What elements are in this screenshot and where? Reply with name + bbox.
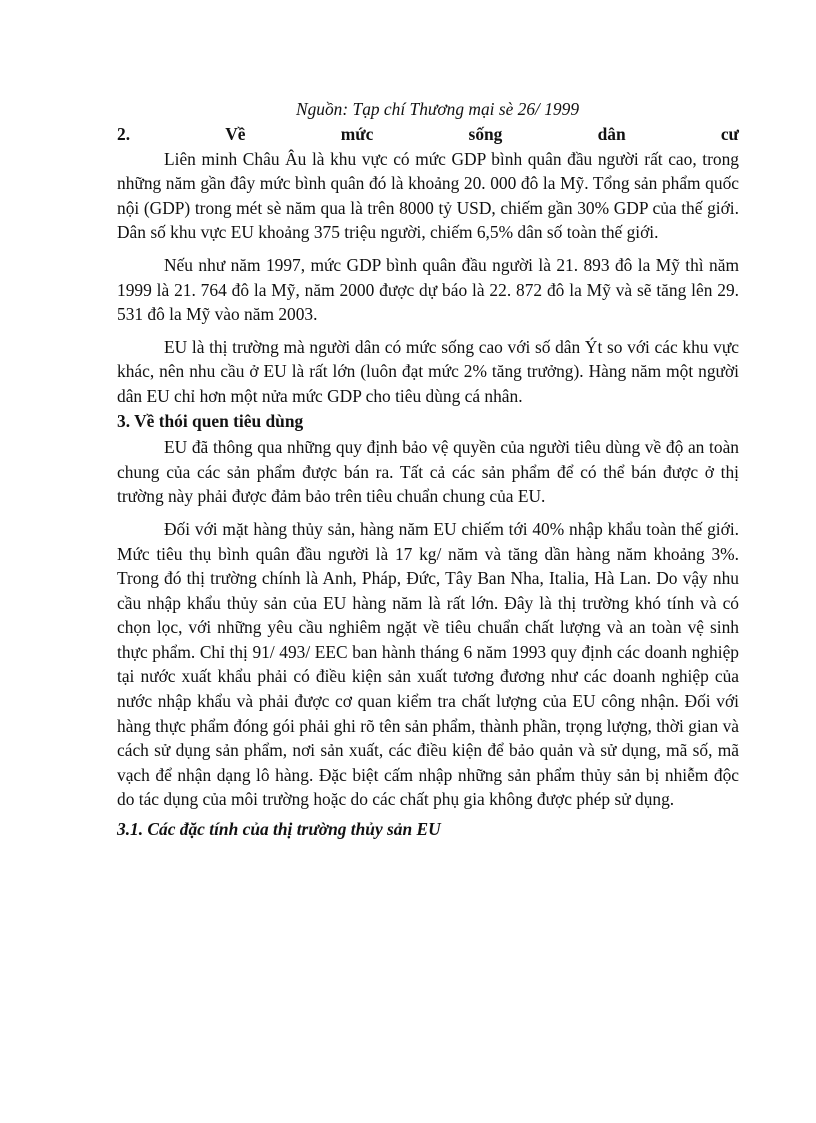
section-2-heading-word: dân	[597, 124, 626, 144]
section-2-heading-word: sống	[468, 124, 503, 144]
subsection-3-1-heading: 3.1. Các đặc tính của thị trường thủy sản EU	[117, 819, 441, 840]
source-citation: Nguồn: Tạp chí Thương mại sè 26/ 1999	[296, 99, 580, 119]
section-3-paragraph-1: EU đã thông qua những quy định bảo vệ quyền của người tiêu dùng về độ an toàn chung của các sản phẩm được bán ra. Tất cả các sản phẩm để có thể bán được ở thị trường này phải được đảm bảo trên tiêu chuẩn chung của EU.	[117, 437, 739, 507]
document-page	[117, 96, 739, 842]
section-2-heading-word: Về	[225, 124, 246, 144]
section-2-heading	[117, 122, 739, 147]
section-3-paragraph-2: Đối với mặt hàng thủy sản, hàng năm EU chiếm tới 40% nhập khẩu toàn thế giới. Mức tiêu thụ bình quân đầu người là 17 kg/ năm và tăng dần hàng năm khoảng 3%. Trong đó thị trường chính là Anh, Pháp, Đức, Tây Ban Nha, Italia, Hà Lan. Do vậy nhu cầu nhập khẩu thủy sản của EU hàng năm là rất lớn. Đây là thị trường khó tính và có chọn lọc, với những yêu cầu nghiêm ngặt về tiêu chuẩn chất lượng và an toàn vệ sinh thực phẩm. Chỉ thị 91/ 493/ EEC ban hành tháng 6 năm 1993 quy định các doanh nghiệp tại nước xuất khẩu phải có điều kiện sản xuất tương đương như các doanh nghiệp của nước nhập khẩu và phải được cơ quan kiểm tra chất lượng của EU công nhận. Đối với hàng thực phẩm đóng gói phải ghi rõ tên sản phẩm, thành phần, trọng lượng, thời gian và cách sử dụng sản phẩm, nơi sản xuất, các điều kiện để bảo quản và sử dụng, mã số, mã vạch để nhận dạng lô hàng. Đặc biệt cấm nhập những sản phẩm thủy sản bị nhiễm độc do tác dụng của môi trường hoặc do các chất phụ gia không được phép sử dụng.	[117, 518, 739, 810]
section-2-paragraph-2: Nếu như năm 1997, mức GDP bình quân đầu người là 21. 893 đô la Mỹ thì năm 1999 là 21. 764 đô la Mỹ, năm 2000 được dự báo là 22. 872 đô la Mỹ và sẽ tăng lên 29. 531 đô la Mỹ vào năm 2003.	[117, 254, 739, 325]
section-2-heading-word: cư	[720, 124, 739, 144]
section-2-paragraph-3: EU là thị trường mà người dân có mức sống cao với số dân Ýt so với các khu vực khác, nên nhu cầu ở EU là rất lớn (luôn đạt mức 2% tăng trưởng). Hàng năm một người dân EU chỉ hơn một nửa mức GDP cho tiêu dùng cá nhân.	[117, 336, 739, 406]
section-2-paragraph-1: Liên minh Châu Âu là khu vực có mức GDP bình quân đầu người rất cao, trong những năm gần đây mức bình quân đó là khoảng 20. 000 đô la Mỹ. Tổng sản phẩm quốc nội (GDP) trong mét sè năm qua là trên 8000 tỷ USD, chiếm gần 30% GDP của thế giới. Dân số khu vực EU khoảng 375 triệu người, chiếm 6,5% dân số toàn thế giới.	[117, 148, 739, 243]
section-2-heading-word: mức	[340, 124, 374, 144]
section-2-heading-word: 2.	[117, 124, 131, 144]
section-3-heading: 3. Về thói quen tiêu dùng	[117, 410, 304, 431]
